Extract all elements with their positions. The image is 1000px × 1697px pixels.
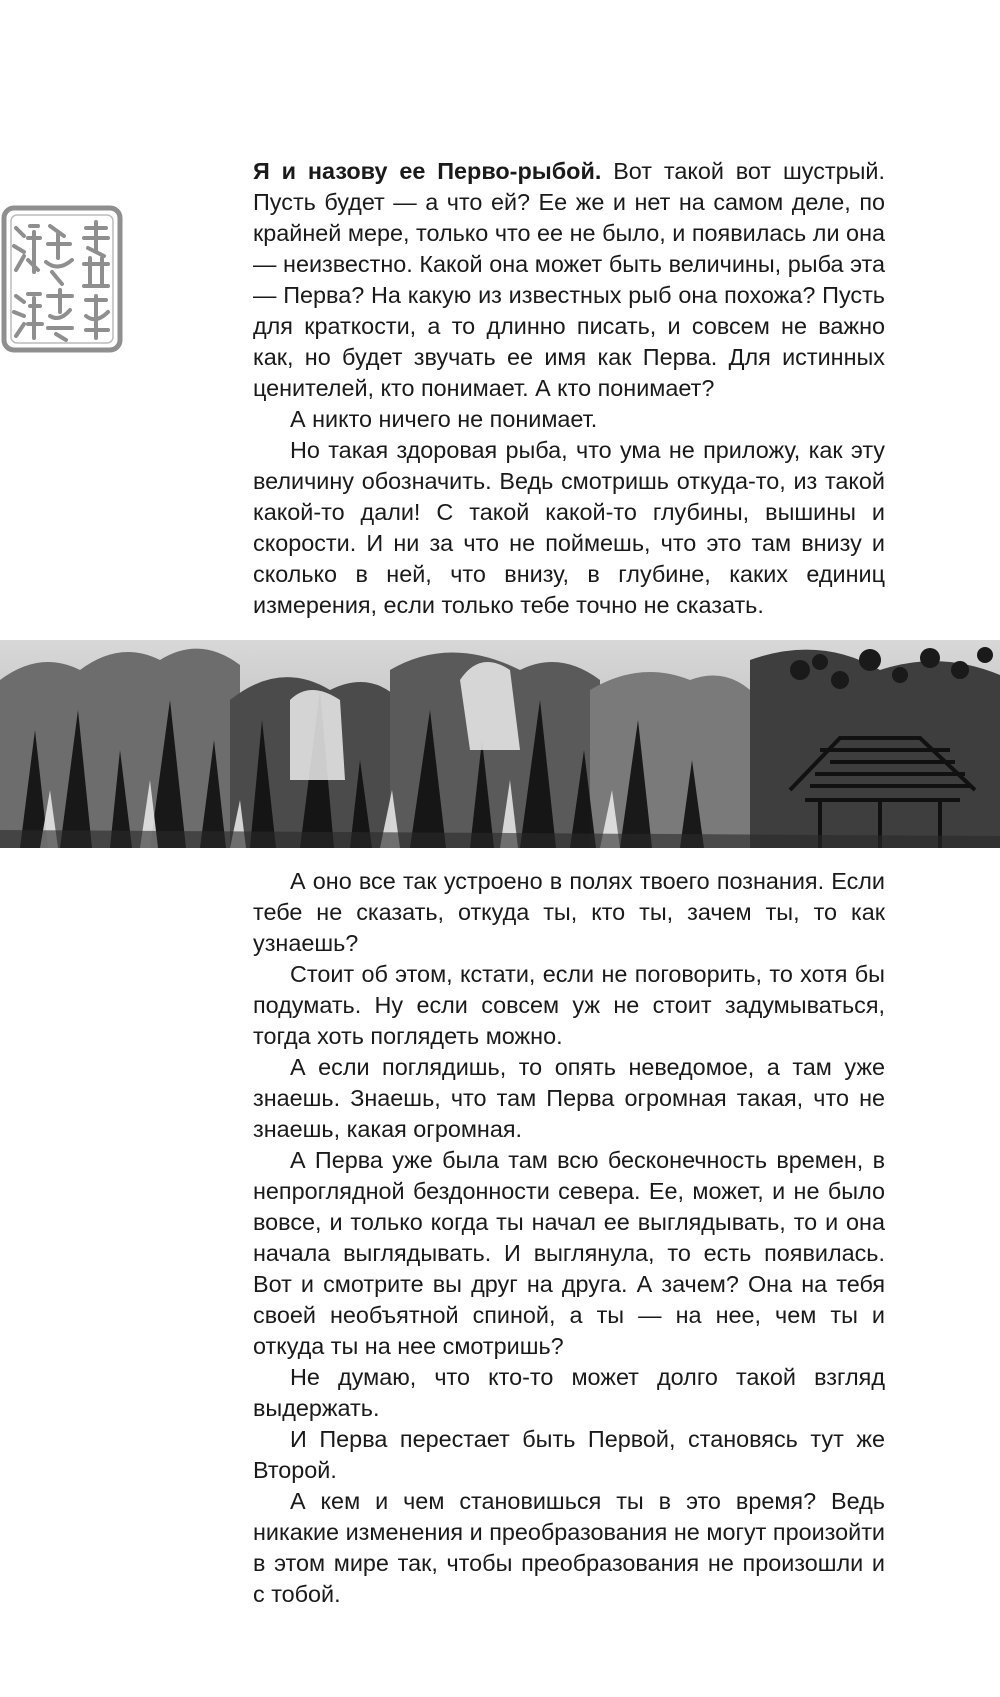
paragraph: А кем и чем становишься ты в это время? Ведь никакие изменения и преобразования не могут произойти в этом мире так, чтобы преобразования не произошли и с тобой. xyxy=(253,1488,885,1607)
paragraph: А Перва уже была там всю бесконечность времен, в непроглядной бездонности севера. Ее, может, и не было вовсе, и только когда ты начал ее выглядывать, то и она начала выглядывать. И выглянула, то есть появилась. Вот и смотрите вы друг на друга. А зачем? Она на тебя своей необъятной спиной, а ты — на нее, чем ты и откуда ты на нее смотришь? xyxy=(253,1147,885,1359)
text-block-top xyxy=(253,156,885,621)
paragraph xyxy=(253,156,885,404)
text-block-bottom xyxy=(253,866,885,1610)
paragraph: Стоит об этом, кстати, если не поговорить, то хотя бы подумать. Ну если совсем уж не стоит задумываться, тогда хоть поглядеть можно. xyxy=(253,961,885,1049)
paragraph: Не думаю, что кто-то может долго такой взгляд выдержать. xyxy=(253,1364,885,1421)
paragraph: Но такая здоровая рыба, что ума не приложу, как эту величину обозначить. Ведь смотришь откуда-то, из такой какой-то дали! С такой какой-то глубины, вышины и скорости. И ни за что не поймешь, что это там внизу и сколько в ней, что внизу, в глубине, каких единиц измерения, если только тебе точно не сказать. xyxy=(253,437,885,618)
paragraph: А никто ничего не понимает. xyxy=(290,406,598,432)
paragraph: И Перва перестает быть Первой, становясь тут же Второй. xyxy=(253,1426,885,1483)
paragraph: А оно все так устроено в полях твоего познания. Если тебе не сказать, откуда ты, кто ты, зачем ты, то как узнаешь? xyxy=(253,868,885,956)
bold-lead-phrase: Я и назову ее Перво-рыбой. xyxy=(253,158,602,184)
paragraph-text: Вот такой вот шустрый. Пусть будет — а что ей? Ее же и нет на самом деле, по крайней мере, только что ее не было, и появилась ли она — неизвестно. Какой она может быть величины, рыба эта — Перва? На какую из известных рыб она похожа? Пусть для краткости, а то длинно писать, и совсем не важно как, но будет звучать ее имя как Перва. Для истинных ценителей, кто понимает. А кто понимает? xyxy=(253,158,885,401)
paragraph: А если поглядишь, то опять неведомое, а там уже знаешь. Знаешь, что там Перва огромная такая, что не знаешь, какая огромная. xyxy=(253,1054,885,1142)
seal-stamp-icon xyxy=(0,204,126,356)
ink-landscape-illustration xyxy=(0,640,1000,848)
